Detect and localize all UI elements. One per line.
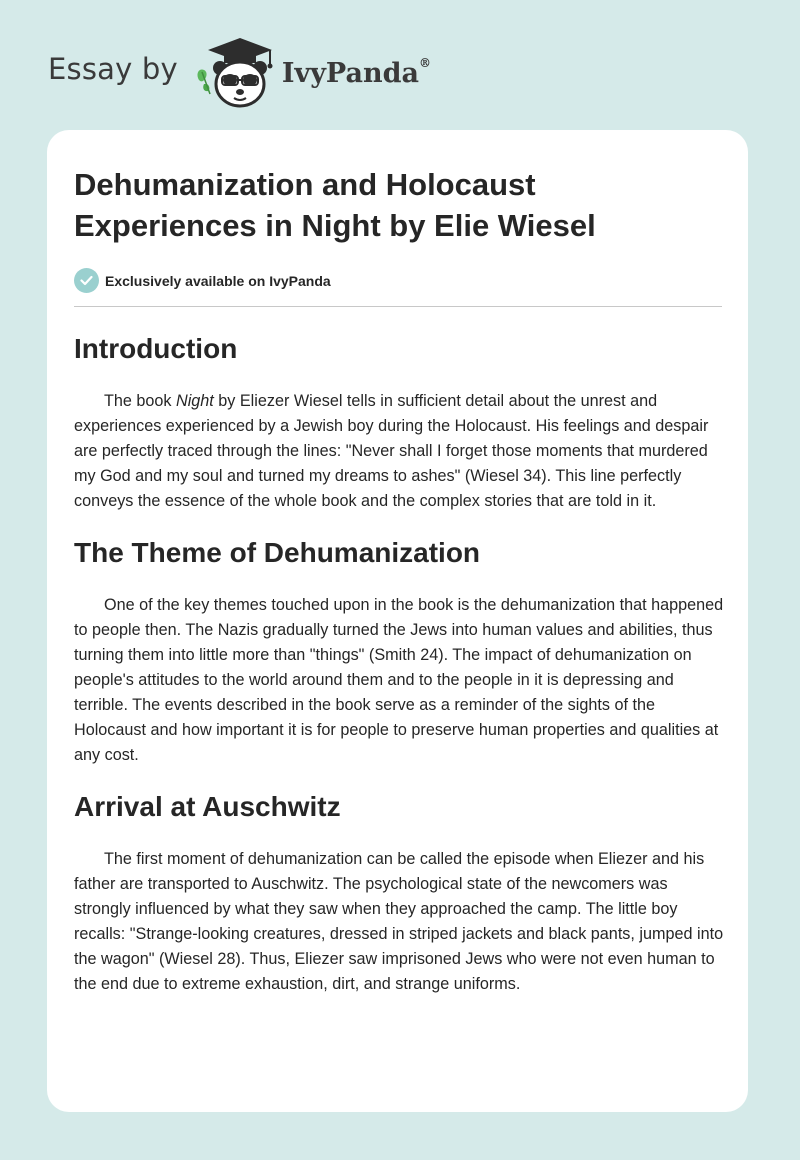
site-header [48,34,431,110]
divider [74,306,722,307]
section-paragraph-introduction: The book Night by Eliezer Wiesel tells in sufficient detail about the unrest and experiences experienced by a Jewish boy during the Holocaust. His feelings and despair are perfectly traced through the lines: "Never shall I forget those moments that murdered my God and my soul and turned my dreams to ashes" (Wiesel 34). This line perfectly conveys the essence of the whole book and the complex stories that are told in it. [74,392,709,510]
book-title-italic: Night [176,392,214,410]
page-title: Dehumanization and Holocaust Experiences in Night by Elie Wiesel [74,167,596,243]
section-paragraph-dehumanization: One of the key themes touched upon in the book is the dehumanization that happened to people then. The Nazis gradually turned the Jews into human values and abilities, thus turning them into little more than "things" (Smith 24). The impact of dehumanization on people's attitudes to the world around them and to the people in it is depressing and terrible. The events described in the book serve as a reminder of the sights of the Holocaust and how important it is for people to preserve human properties and qualities at any cost. [74,596,724,764]
essay-card [47,130,748,1112]
section-heading-dehumanization: The Theme of Dehumanization [74,537,481,568]
brand-name[interactable]: IvyPanda® [281,55,431,89]
essay-by-label: Essay by [48,52,178,86]
ivy-leaf-icon [197,69,210,94]
panda-graduation-cap-icon[interactable] [190,34,282,110]
section-heading-auschwitz: Arrival at Auschwitz [74,791,341,822]
exclusive-label: Exclusively available on IvyPanda [105,272,331,289]
section-heading-introduction: Introduction [74,333,238,364]
check-icon [74,268,99,293]
section-paragraph-auschwitz: The first moment of dehumanization can be called the episode when Eliezer and his father are transported to Auschwitz. The psychological state of the newcomers was strongly influenced by what they saw when they approached the camp. The little boy recalls: "Strange-looking creatures, dressed in striped jackets and black pants, jumped into the wagon" (Wiesel 28). Thus, Eliezer saw imprisoned Jews who were not even human to the end due to extreme exhaustion, dirt, and strange uniforms. [74,850,724,993]
exclusive-badge [74,268,722,293]
